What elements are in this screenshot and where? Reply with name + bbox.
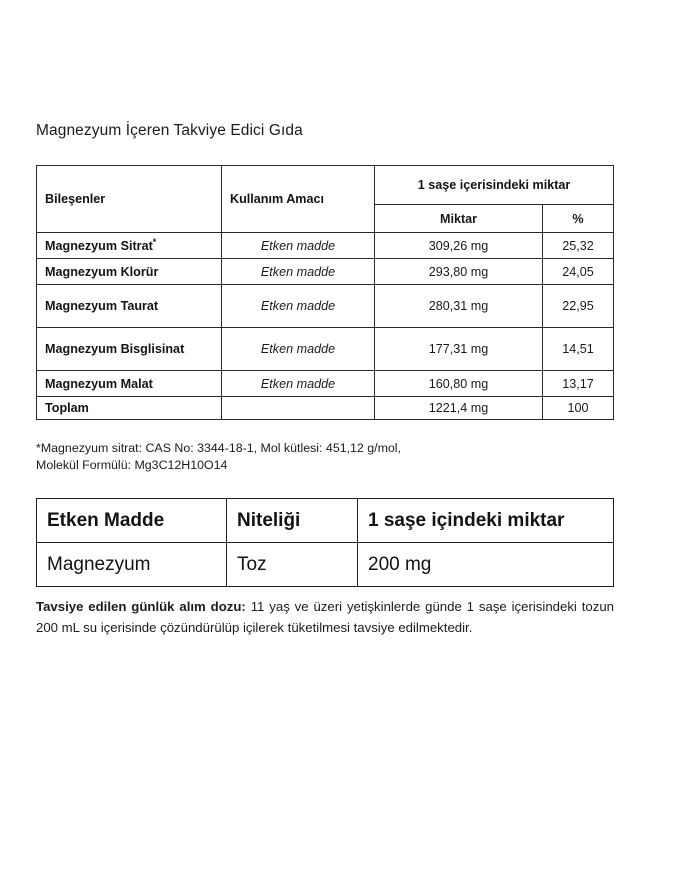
ingredient-name: Magnezyum Malat — [37, 371, 222, 397]
daily-dose-label: Tavsiye edilen günlük alım dozu: — [36, 599, 246, 614]
header-percent: % — [543, 205, 614, 233]
active-amount-value: 200 mg — [358, 543, 614, 587]
total-label: Toplam — [37, 397, 222, 420]
table-row — [37, 285, 614, 328]
daily-dose-text: 11 yaş ve üzeri yetişkinlerde günde 1 saşe içerisindeki tozun 200 mL su içerisinde çözündürülüp içilerek tüketilmesi tavsiye edilmektedir. — [36, 599, 614, 635]
ingredient-amount: 280,31 mg — [375, 285, 543, 328]
ingredient-name: Magnezyum Taurat — [37, 285, 222, 328]
ingredient-percent: 22,95 — [543, 285, 614, 328]
daily-dose-advice — [36, 596, 614, 638]
table-row — [37, 328, 614, 371]
total-percent: 100 — [543, 397, 614, 420]
ingredient-percent: 25,32 — [543, 233, 614, 259]
active-table-header-row — [37, 499, 614, 543]
ingredient-purpose: Etken madde — [222, 371, 375, 397]
ingredient-amount: 160,80 mg — [375, 371, 543, 397]
footnote-marker: * — [152, 237, 157, 248]
header-active-per-sachet: 1 saşe içindeki miktar — [358, 499, 614, 543]
active-substance-value: Magnezyum — [37, 543, 227, 587]
ingredient-purpose: Etken madde — [222, 328, 375, 371]
table-row — [37, 371, 614, 397]
ingredient-percent: 24,05 — [543, 259, 614, 285]
ingredient-amount: 309,26 mg — [375, 233, 543, 259]
table-row — [37, 259, 614, 285]
ingredient-name-text: Magnezyum Sitrat — [45, 239, 153, 254]
ingredient-name: Magnezyum Klorür — [37, 259, 222, 285]
table-header-row — [37, 166, 614, 205]
ingredient-purpose: Etken madde — [222, 285, 375, 328]
ingredient-purpose: Etken madde — [222, 233, 375, 259]
ingredient-name — [37, 233, 222, 259]
quality-value: Toz — [227, 543, 358, 587]
active-table-row — [37, 543, 614, 587]
ingredient-percent: 13,17 — [543, 371, 614, 397]
header-per-sachet: 1 saşe içerisindeki miktar — [375, 166, 614, 205]
table-total-row — [37, 397, 614, 420]
header-ingredients: Bileşenler — [37, 166, 222, 233]
page-title: Magnezyum İçeren Takviye Edici Gıda — [36, 122, 303, 139]
footnote-line-2: Molekül Formülü: Mg3C12H10O14 — [36, 458, 228, 472]
ingredient-amount: 177,31 mg — [375, 328, 543, 371]
ingredient-purpose: Etken madde — [222, 259, 375, 285]
active-substance-table — [36, 498, 614, 587]
header-purpose: Kullanım Amacı — [222, 166, 375, 233]
ingredient-percent: 14,51 — [543, 328, 614, 371]
total-purpose — [222, 397, 375, 420]
total-amount: 1221,4 mg — [375, 397, 543, 420]
footnote-line-1: *Magnezyum sitrat: CAS No: 3344-18-1, Mol kütlesi: 451,12 g/mol, — [36, 441, 402, 455]
table-row — [37, 233, 614, 259]
footnote — [36, 440, 636, 474]
header-active-substance: Etken Madde — [37, 499, 227, 543]
ingredient-amount: 293,80 mg — [375, 259, 543, 285]
header-quality: Niteliği — [227, 499, 358, 543]
ingredient-name: Magnezyum Bisglisinat — [37, 328, 222, 371]
composition-table — [36, 165, 614, 420]
header-amount: Miktar — [375, 205, 543, 233]
